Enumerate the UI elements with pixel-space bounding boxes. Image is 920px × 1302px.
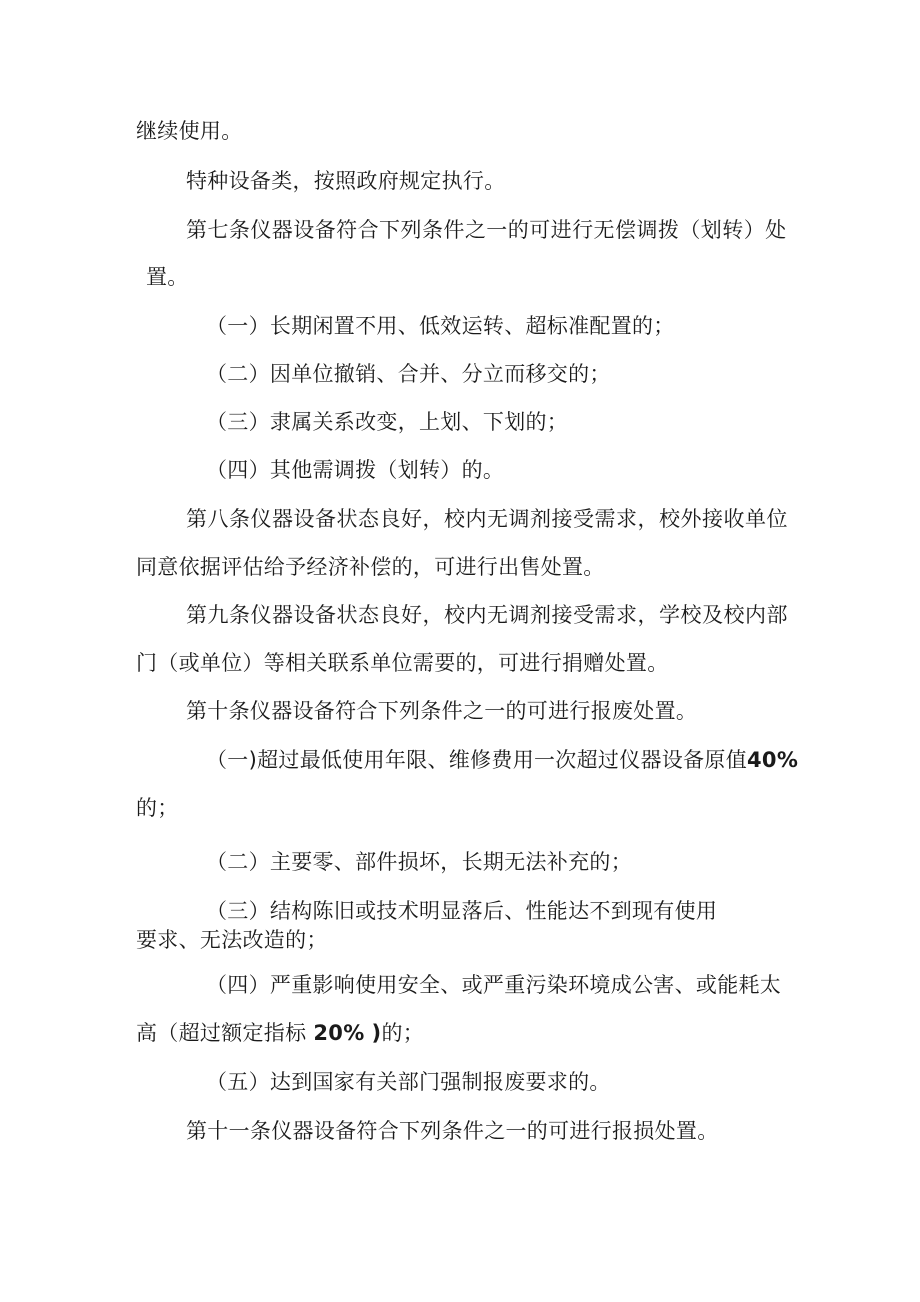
list-item: （三）隶属关系改变，上划、下划的；	[206, 410, 569, 434]
list-item	[206, 747, 798, 773]
percent-value: 40%	[747, 748, 799, 772]
text-line: 置。	[146, 265, 189, 289]
text-line: 的；	[136, 796, 179, 820]
list-item: （二）因单位撤销、合并、分立而移交的；	[206, 362, 611, 386]
list-item: （四）其他需调拨（划转）的。	[206, 458, 505, 482]
text-line: 门（或单位）等相关联系单位需要的，可进行捐赠处置。	[136, 651, 669, 675]
list-item: （一）长期闲置不用、低效运转、超标准配置的；	[206, 314, 675, 338]
list-item-text: （一)超过最低使用年限、维修费用一次超过仪器设备原值	[206, 748, 747, 772]
closing-paren: )	[371, 1021, 382, 1045]
list-item: （五）达到国家有关部门强制报废要求的。	[206, 1070, 611, 1094]
list-item: （三）结构陈旧或技术明显落后、性能达不到现有使用	[206, 899, 718, 923]
text-line: 特种设备类，按照政府规定执行。	[186, 169, 506, 193]
text-segment: 高（超过额定指标	[136, 1021, 307, 1045]
percent-value: 20%	[313, 1021, 365, 1045]
text-line: 要求、无法改造的；	[136, 928, 328, 952]
article-8-heading: 第八条仪器设备状态良好，校内无调剂接受需求，校外接收单位	[186, 507, 788, 531]
text-line	[136, 1020, 424, 1046]
list-item: （四）严重影响使用安全、或严重污染环境成公害、或能耗太	[206, 973, 782, 997]
list-item: （二）主要零、部件损坏，长期无法补充的；	[206, 850, 632, 874]
text-segment: 的；	[381, 1021, 425, 1045]
text-line: 同意依据评估给予经济补偿的，可进行出售处置。	[136, 555, 605, 579]
article-9-heading: 第九条仪器设备状态良好，校内无调剂接受需求，学校及校内部	[186, 603, 788, 627]
article-7-heading: 第七条仪器设备符合下列条件之一的可进行无偿调拨（划转）处	[186, 218, 787, 242]
article-10-heading: 第十条仪器设备符合下列条件之一的可进行报废处置。	[186, 699, 698, 723]
text-line: 继续使用。	[136, 119, 243, 143]
article-11-heading: 第十一条仪器设备符合下列条件之一的可进行报损处置。	[186, 1119, 719, 1143]
